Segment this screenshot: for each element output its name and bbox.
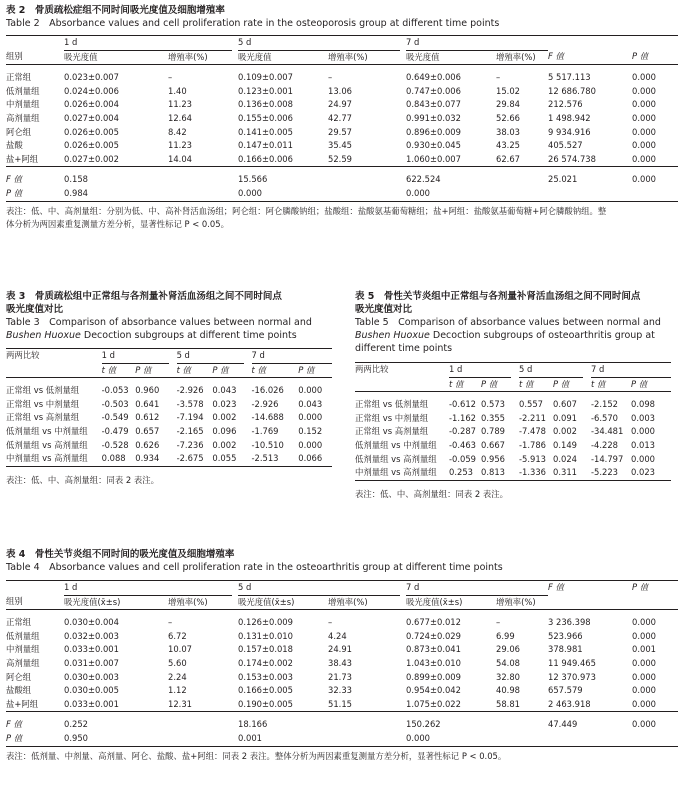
table-3-title-cn-1: 表 3 骨质疏松组中正常组与各剂量补肾活血汤组之间不同时间点 — [6, 291, 282, 302]
table-5-note: 表注：低、中、高剂量组：同表 2 表注。 — [355, 488, 509, 499]
table-row: 低剂量组 vs 高剂量组 -0.059 0.956 -5.913 0.024 -14.797 0.000 — [355, 453, 655, 464]
table-4-p-row: P 值 0.950 0.001 0.000 — [6, 732, 678, 746]
table-row: 正常组 0.030±0.004 – 0.126±0.009 – 0.677±0.012 – 3 236.398 0.000 — [6, 617, 656, 628]
table-3-title-en-2: Bushen Huoxue Decoction subgroups at different time points — [6, 330, 297, 341]
table-row: 阿仑组 0.030±0.003 2.24 0.153±0.003 21.73 0.899±0.009 32.80 12 370.973 0.000 — [6, 671, 656, 682]
table-2-header-5d: 5 d — [238, 36, 400, 51]
table-4-note: 表注：低剂量、中剂量、高剂量、阿仑、盐酸、盐+阿组：同表 2 表注。整体分析为两因素重复测量方差分析，显著性标记 P < 0.05。 — [6, 750, 507, 761]
table-row: 低剂量组 vs 高剂量组 -0.528 0.626 -7.236 0.002 -10.510 0.000 — [6, 439, 323, 450]
table-4-title-en: Table 4 Absorbance values and cell proliferation rate in the osteoarthritis group at different time points — [6, 562, 503, 573]
table-row: 低剂量组 vs 中剂量组 -0.479 0.657 -2.165 0.096 -1.769 0.152 — [6, 425, 323, 436]
table-2-block — [6, 4, 678, 231]
table-2-header-1d: 1 d — [64, 36, 232, 51]
table-row: 正常组 vs 高剂量组 -0.549 0.612 -7.194 0.002 -14.688 0.000 — [6, 412, 323, 423]
table-row: 正常组 vs 低剂量组 -0.612 0.573 0.557 0.607 -2.152 0.098 — [355, 399, 655, 410]
table-2-header-p: P 值 — [632, 50, 678, 65]
table-4-block — [6, 548, 678, 763]
table-5-title-en-2: Bushen Huoxue Decoction subgroups of osteoarthritis group at — [355, 330, 655, 341]
table-3-note: 表注：低、中、高剂量组：同表 2 表注。 — [6, 474, 160, 485]
table-4-header-group: 组别 — [6, 595, 64, 610]
table-2-f-row: F 值 0.158 15.566 622.524 25.021 0.000 — [6, 174, 656, 185]
table-5-title-en-3: different time points — [355, 343, 453, 354]
table-row: 低剂量组 0.024±0.006 1.40 0.123±0.001 13.06 0.747±0.006 15.02 12 686.780 0.000 — [6, 85, 656, 96]
table-5-title-cn-1: 表 5 骨性关节炎组中正常组与各剂量补肾活血汤组之间不同时间点 — [355, 291, 641, 302]
table-row: 高剂量组 0.027±0.004 12.64 0.155±0.006 42.77 0.991±0.032 52.66 1 498.942 0.000 — [6, 112, 656, 123]
table-2-title-cn: 表 2 骨质疏松症组不同时间吸光度值及细胞增殖率 — [6, 5, 225, 16]
table-row: 中剂量组 0.033±0.001 10.07 0.157±0.018 24.91 0.873±0.041 29.06 378.981 0.001 — [6, 644, 656, 655]
table-5-block — [355, 290, 679, 501]
table-row: 正常组 vs 高剂量组 -0.287 0.789 -7.478 0.002 -34.481 0.000 — [355, 426, 655, 437]
table-row: 正常组 vs 低剂量组 -0.053 0.960 -2.926 0.043 -16.026 0.000 — [6, 385, 323, 396]
table-4-header-p: P 值 — [632, 581, 678, 596]
table-row: 中剂量组 vs 高剂量组 0.088 0.934 -2.675 0.055 -2.513 0.066 — [6, 452, 332, 466]
table-row: 盐酸组 0.030±0.005 1.12 0.166±0.005 32.33 0.954±0.042 40.98 657.579 0.000 — [6, 685, 656, 696]
table-3-title-en-1: Table 3 Comparison of absorbance values between normal and — [6, 317, 312, 328]
table-3-header-row-2: t 值 P 值 t 值 P 值 t 值 P 值 — [6, 363, 332, 378]
table-2-header-abs: 吸光度值 — [64, 50, 168, 65]
table-4 — [6, 580, 678, 747]
table-3-block — [6, 290, 332, 487]
table-5-title-cn-2: 吸光度值对比 — [355, 304, 413, 315]
table-row: 盐+阿组 0.033±0.001 12.31 0.190±0.005 51.15 1.075±0.022 58.81 2 463.918 0.000 — [6, 698, 678, 712]
table-row: 盐酸 0.026±0.005 11.23 0.147±0.011 35.45 0.930±0.045 43.25 405.527 0.000 — [6, 140, 656, 151]
table-2-header-rate: 增殖率(%) — [496, 50, 548, 65]
table-2-note: 表注：低、中、高剂量组：分别为低、中、高补肾活血汤组；阿仑组：阿仑膦酸钠组；盐酸组：盐酸氨基葡萄糖组；盐+阿组：盐酸氨基葡萄糖+阿仑膦酸钠组。整 体分析为两因素重复测量方差分析，显著性标记 P < 0.05。 — [6, 205, 607, 229]
table-3-header-row-1: 两两比较 1 d 5 d 7 d — [6, 349, 332, 364]
table-row: 高剂量组 0.031±0.007 5.60 0.174±0.002 38.43 1.043±0.010 54.08 11 949.465 0.000 — [6, 657, 656, 668]
table-5-header-row-2: t 值 P 值 t 值 P 值 t 值 P 值 — [355, 377, 671, 392]
table-2-header-group: 组别 — [6, 50, 64, 65]
table-2-header-row-2 — [6, 50, 678, 65]
table-row: 盐+阿组 0.027±0.002 14.04 0.166±0.006 52.59 1.060±0.007 62.67 26 574.738 0.000 — [6, 153, 678, 167]
table-3 — [6, 348, 332, 467]
table-5 — [355, 362, 671, 481]
table-2-title-en: Table 2 Absorbance values and cell proliferation rate in the osteoporosis group at different time points — [6, 18, 500, 29]
table-2 — [6, 35, 678, 202]
table-row: 正常组 0.023±0.007 – 0.109±0.007 – 0.649±0.006 – 5 517.113 0.000 — [6, 72, 656, 83]
table-2-header-row-1 — [6, 36, 678, 51]
table-5-title-en-1: Table 5 Comparison of absorbance values between normal and — [355, 317, 661, 328]
table-3-header-compare: 两两比较 — [6, 349, 102, 364]
table-4-title-cn: 表 4 骨性关节炎组不同时间的吸光度值及细胞增殖率 — [6, 549, 235, 560]
table-2-header-abs: 吸光度值 — [238, 50, 328, 65]
table-row: 中剂量组 vs 高剂量组 0.253 0.813 -1.336 0.311 -5.223 0.023 — [355, 466, 671, 480]
table-2-p-row: P 值 0.984 0.000 0.000 — [6, 187, 678, 201]
table-4-header-row-1: 1 d 5 d 7 d F 值 P 值 — [6, 581, 678, 596]
table-2-header-7d: 7 d — [406, 36, 548, 51]
table-2-header-rate: 增殖率(%) — [328, 50, 400, 65]
table-4-f-row: F 值 0.252 18.166 150.262 47.449 0.000 — [6, 719, 656, 730]
table-row: 正常组 vs 中剂量组 -1.162 0.355 -2.211 0.091 -6.570 0.003 — [355, 412, 655, 423]
table-4-header-f: F 值 — [548, 581, 632, 596]
table-row: 低剂量组 vs 中剂量组 -0.463 0.667 -1.786 0.149 -4.228 0.013 — [355, 439, 655, 450]
table-2-header-rate: 增殖率(%) — [168, 50, 232, 65]
table-3-title-cn-2: 吸光度值对比 — [6, 304, 64, 315]
table-4-header-row-2: 组别 吸光度值(x̄±s) 增殖率(%) 吸光度值(x̄±s) 增殖率(%) 吸光度值(x̄±s) 增殖率(%) — [6, 595, 678, 610]
table-5-header-compare: 两两比较 — [355, 363, 449, 378]
table-2-header-f: F 值 — [548, 50, 632, 65]
table-5-header-row-1: 两两比较 1 d 5 d 7 d — [355, 363, 671, 378]
table-row: 正常组 vs 中剂量组 -0.503 0.641 -3.578 0.023 -2.926 0.043 — [6, 398, 323, 409]
table-row: 阿仑组 0.026±0.005 8.42 0.141±0.005 29.57 0.896±0.009 38.03 9 934.916 0.000 — [6, 126, 656, 137]
table-row: 中剂量组 0.026±0.004 11.23 0.136±0.008 24.97 0.843±0.077 29.84 212.576 0.000 — [6, 99, 656, 110]
table-row: 低剂量组 0.032±0.003 6.72 0.131±0.010 4.24 0.724±0.029 6.99 523.966 0.000 — [6, 630, 656, 641]
table-2-header-abs: 吸光度值 — [406, 50, 496, 65]
